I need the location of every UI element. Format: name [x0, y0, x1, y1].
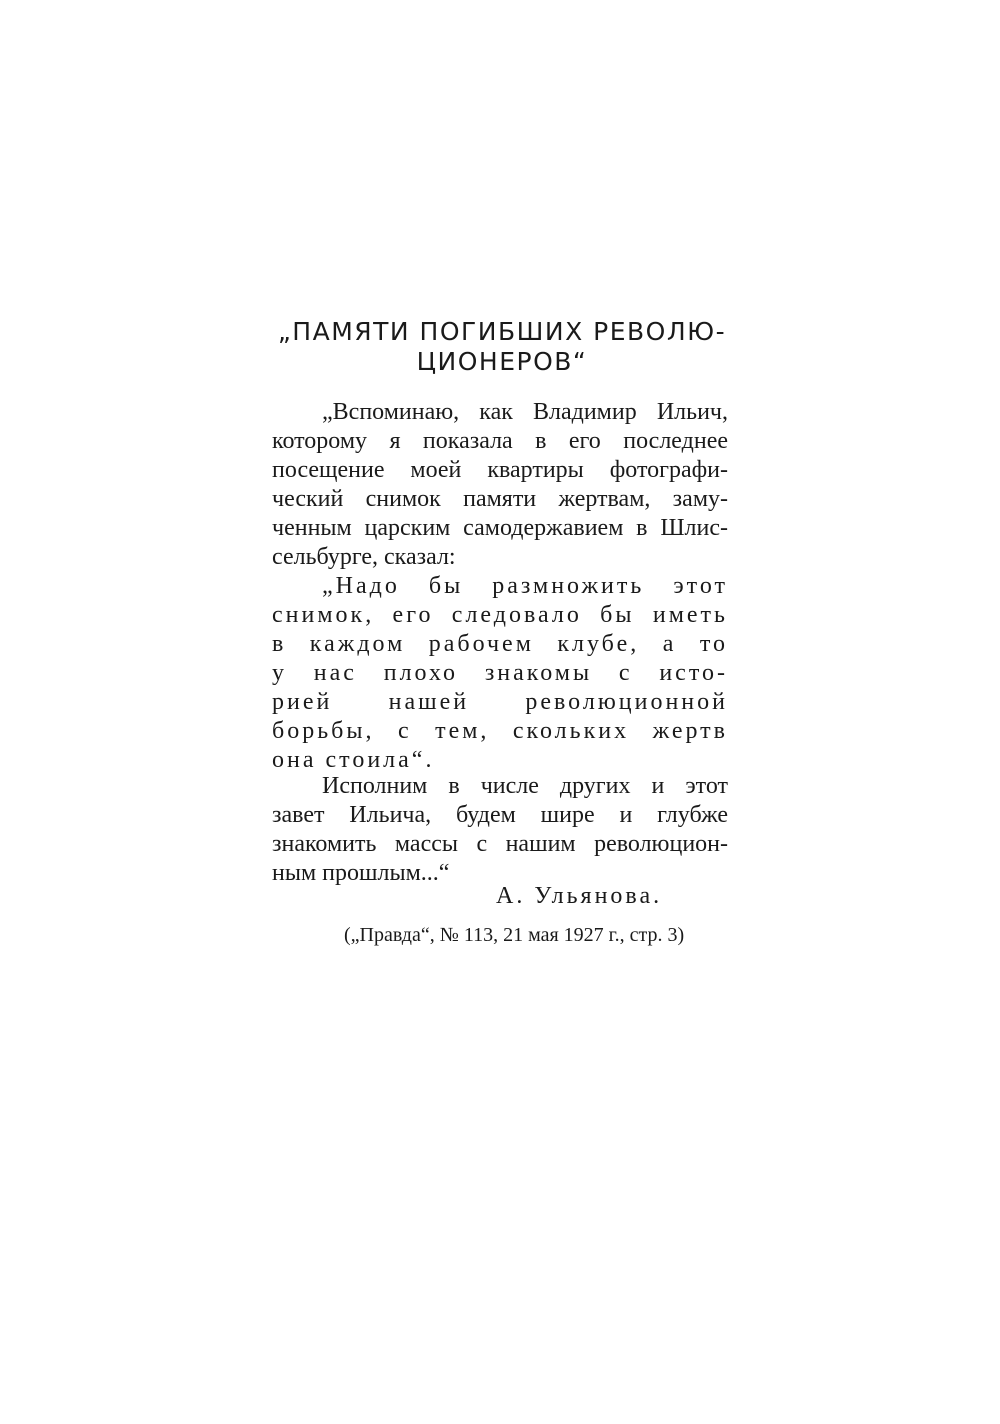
quote-line: у нас плохо знакомы с исто- — [272, 660, 728, 686]
heading-line-1: „ПАМЯТИ ПОГИБШИХ РЕВОЛЮ- — [277, 317, 727, 346]
source-citation: („Правда“, № 113, 21 мая 1927 г., стр. 3) — [344, 924, 685, 946]
quote-line: она стоила“. — [272, 747, 435, 773]
paragraph-2-line: Исполним в числе других и этот — [322, 773, 728, 799]
paragraph-2-line: ным прошлым...“ — [272, 860, 450, 886]
heading-line-2: ЦИОНЕРОВ“ — [416, 347, 588, 376]
signature: А. Ульянова. — [496, 883, 663, 909]
quote-line: в каждом рабочем клубе, а то — [272, 631, 728, 657]
paragraph-2-line: знакомить массы с нашим революцион- — [272, 831, 728, 857]
paragraph-1-line: которому я показала в его последнее — [272, 428, 728, 454]
quote-line: борьбы, с тем, скольких жертв — [272, 718, 728, 744]
quote-line: снимок, его следовало бы иметь — [272, 602, 728, 628]
paragraph-2-line: завет Ильича, будем шире и глубже — [272, 802, 728, 828]
quote-line: рией нашей революционной — [272, 689, 728, 715]
paragraph-1-line: ческий снимок памяти жертвам, заму- — [272, 486, 728, 512]
paragraph-1-line: „Вспоминаю, как Владимир Ильич, — [322, 399, 728, 425]
quote-line: „Надо бы размножить этот — [322, 573, 728, 599]
paragraph-1-line: ченным царским самодержавием в Шлис- — [272, 515, 728, 541]
paragraph-1-line: сельбурге, сказал: — [272, 544, 456, 570]
paragraph-1-line: посещение моей квартиры фотографи- — [272, 457, 728, 483]
